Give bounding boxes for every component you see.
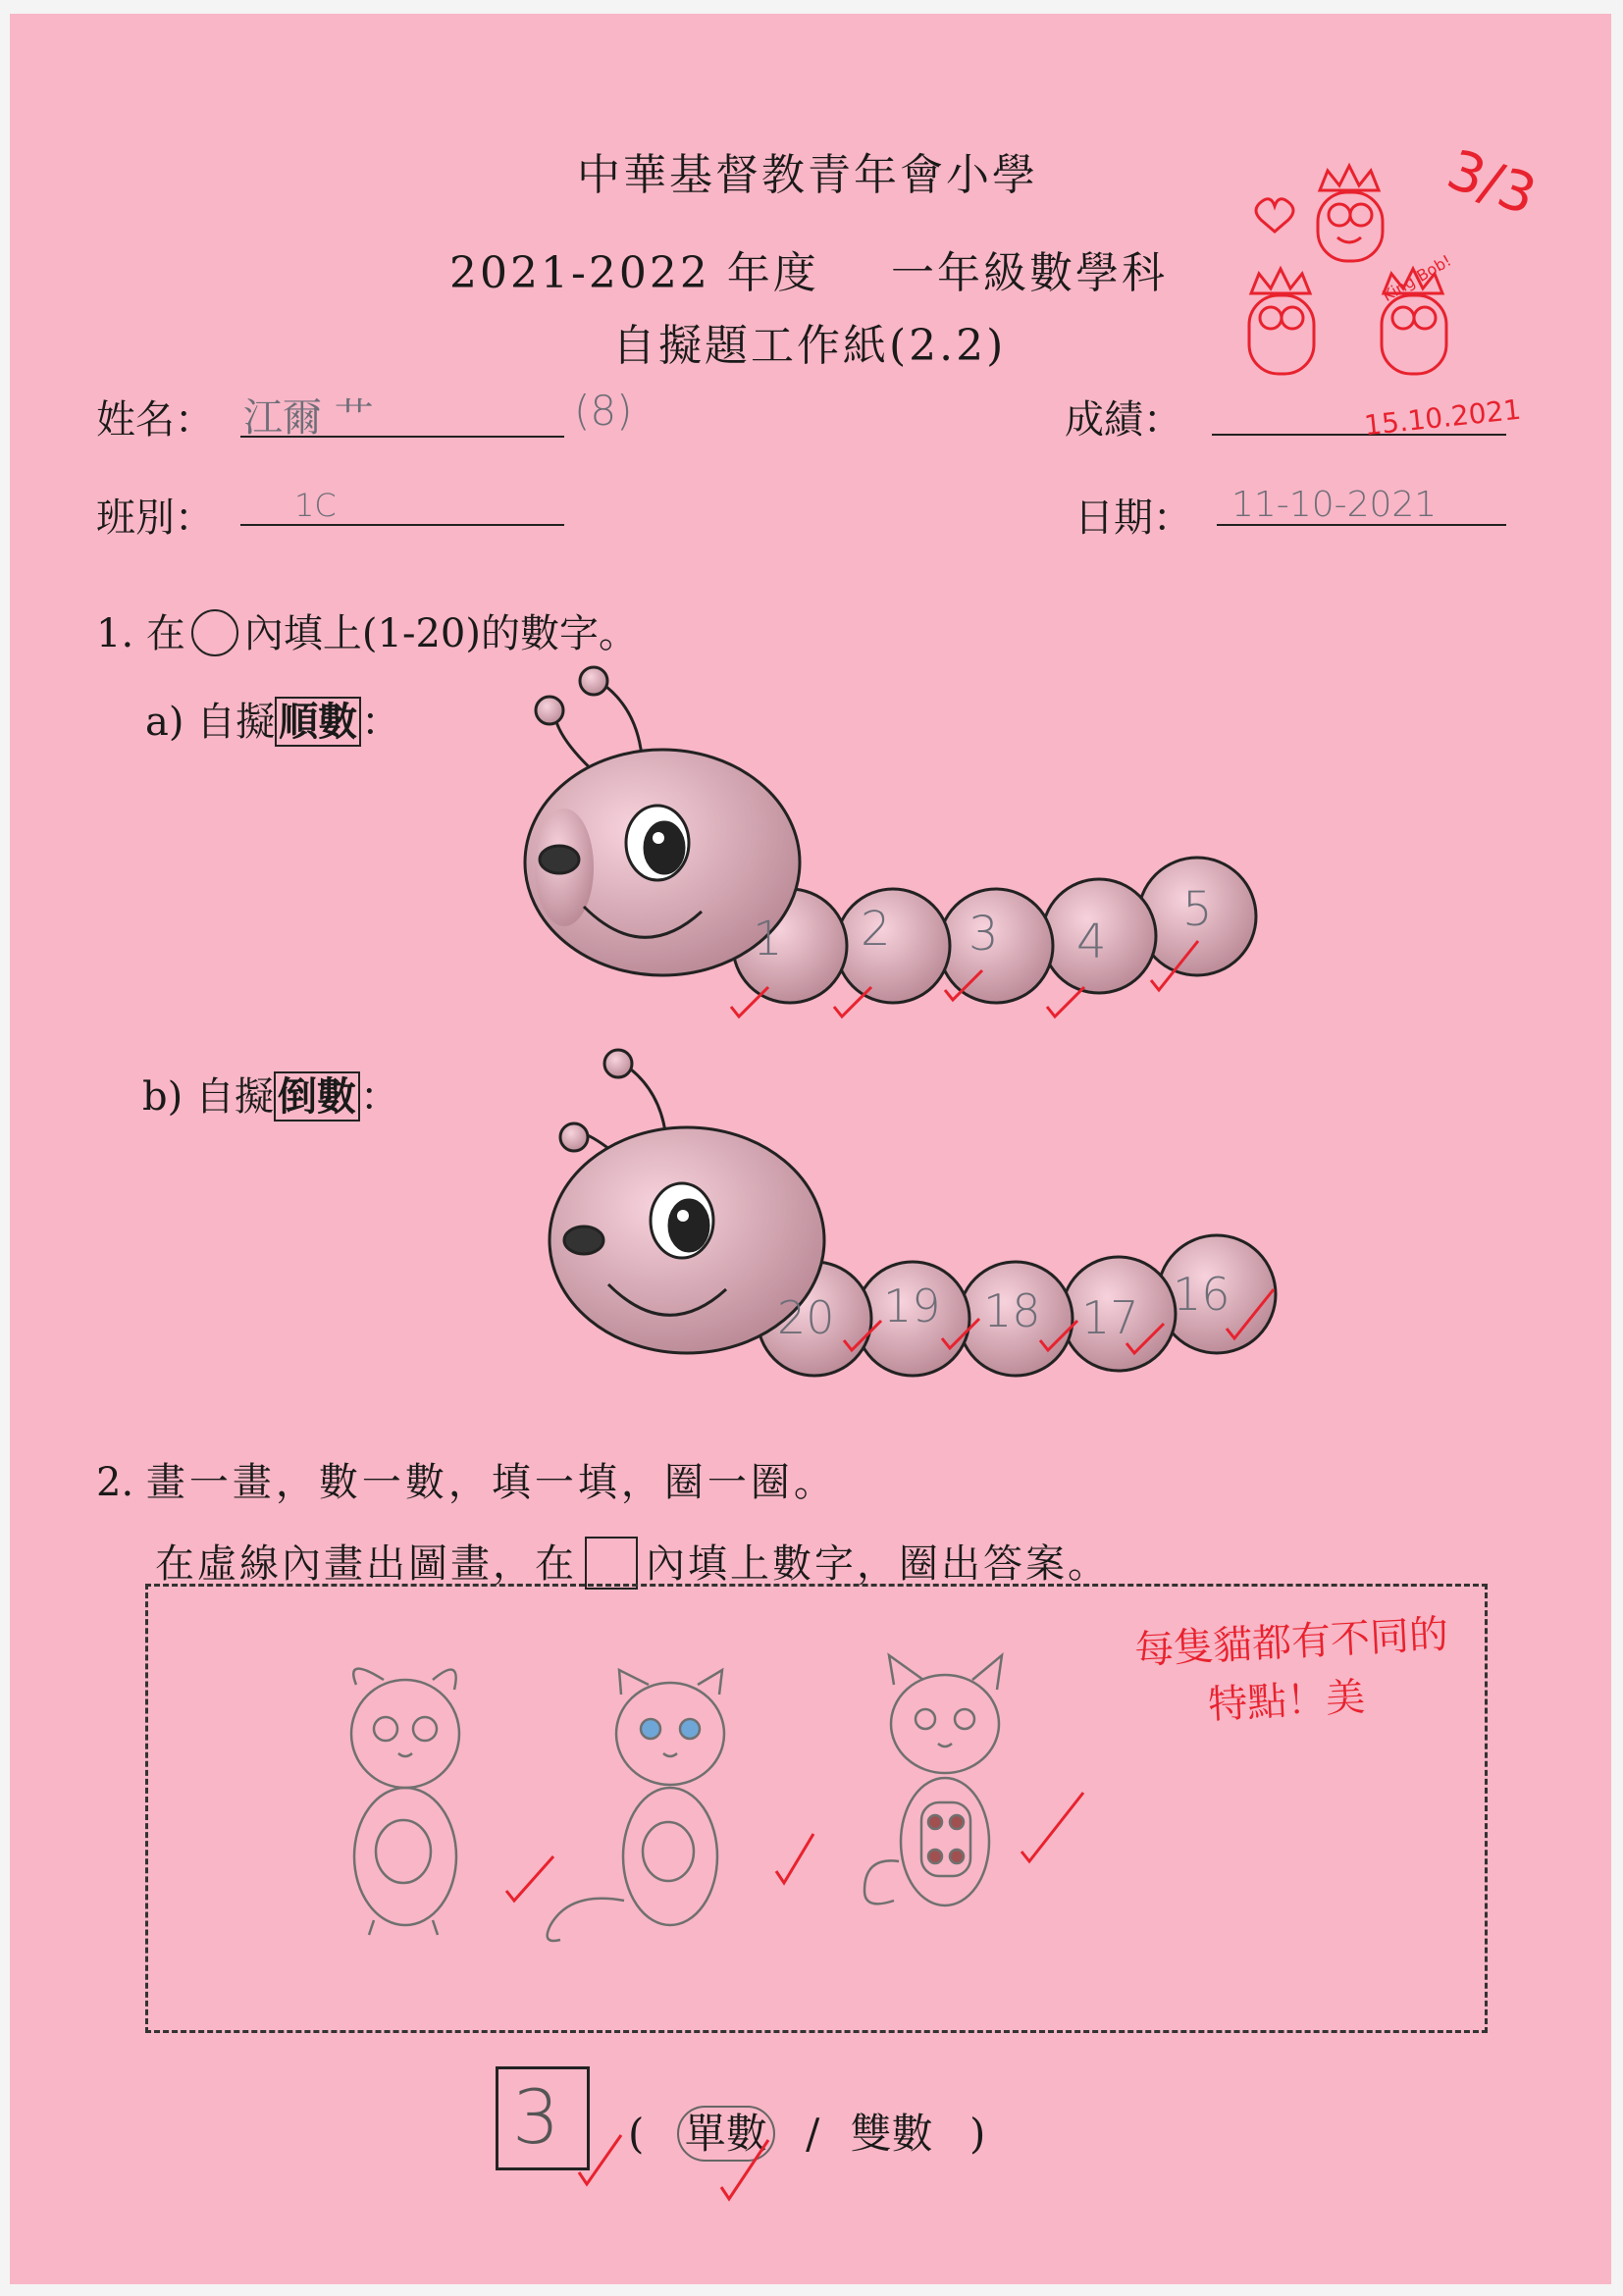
option-even[interactable]: 雙數 [850,2110,933,2158]
open-paren: ( [628,2110,645,2158]
name-underline [240,436,564,438]
q1a-answer-3: 3 [969,907,999,962]
teacher-comment-line2: 特點！美 [1207,1674,1367,1729]
q1b-checkmarks-icon [520,1034,1305,1427]
q1a-answer-4: 4 [1076,914,1107,969]
drawing-area[interactable] [145,1584,1488,2033]
marked-date: 15.10.2021 [1362,392,1523,443]
q1a-prefix: a) [145,700,184,745]
caterpillar-b [520,1034,1305,1427]
q1b-prefix: b) [142,1074,183,1120]
q1a-heading [145,691,400,747]
q1a-answer-1: 1 [753,912,783,966]
date-value: 11-10-2021 [1231,485,1438,525]
stamp-text: King Bob! [1379,250,1455,306]
worksheet-page [10,14,1611,2284]
q1b-heading [142,1066,399,1122]
q1b-text: 自擬 [194,1074,274,1120]
q1-number: 1. [96,611,134,656]
answer-box-icon [585,1537,638,1590]
option-odd[interactable]: 單數 [677,2106,775,2162]
answer-circle-icon [191,609,238,656]
q1a-answer-2: 2 [861,902,891,957]
subject-title: 一年級數學科 [891,248,1168,298]
student-number: (8) [574,387,633,435]
q2-instr-after: 內填上數字，圈出答案。 [646,1541,1110,1587]
caterpillar-a [496,652,1281,1044]
date-underline [1217,524,1506,526]
class-value: 1C [294,487,337,524]
q2-prompt-text: 畫一畫，數一數，填一填，圈一圈。 [145,1460,837,1505]
score-label: 成績： [1065,397,1182,443]
q1a-answer-5: 5 [1182,882,1213,937]
name-value: 江爾 艹 [243,395,374,441]
school-name: 中華基督教青年會小學 [577,150,1038,200]
q1-prompt-after: 內填上(1-20)的數字。 [243,611,638,656]
teacher-comment-line1: 每隻貓都有不同的 [1133,1611,1450,1674]
date-label: 日期： [1074,496,1192,541]
count-answer: 3 [512,2073,560,2161]
class-underline [240,524,564,526]
worksheet-title: 自擬題工作紙(2.2) [612,321,1007,371]
school-year: 2021-2022 年度 [449,248,819,298]
q1b-keyword: 倒數 [274,1071,360,1122]
q1a-text: 自擬 [196,700,276,745]
q1-prompt-before: 在 [145,611,185,656]
q1a-keyword: 順數 [275,697,361,747]
q1b-answer-5: 16 [1173,1268,1230,1321]
close-paren: ) [969,2110,986,2158]
q2-checkmarks-icon [559,2094,1050,2212]
name-label: 姓名： [96,397,214,443]
q1b-answer-1: 20 [777,1291,835,1344]
q1b-answer-3: 18 [983,1284,1041,1337]
score-underline [1212,434,1506,436]
slash: / [806,2110,820,2158]
q1b-colon: ： [359,1074,399,1120]
q1a-checkmarks-icon [496,652,1281,1044]
score-mark: 3/3 [1439,137,1544,229]
class-label: 班別： [96,496,214,541]
q2-prompt [96,1451,837,1507]
q1a-colon: ： [361,700,401,745]
q1b-answer-2: 19 [883,1279,941,1332]
q2-instr-before: 在虛線內畫出圖畫，在 [155,1541,577,1587]
q1b-answer-4: 17 [1081,1291,1139,1344]
q2-number: 2. [96,1460,134,1505]
